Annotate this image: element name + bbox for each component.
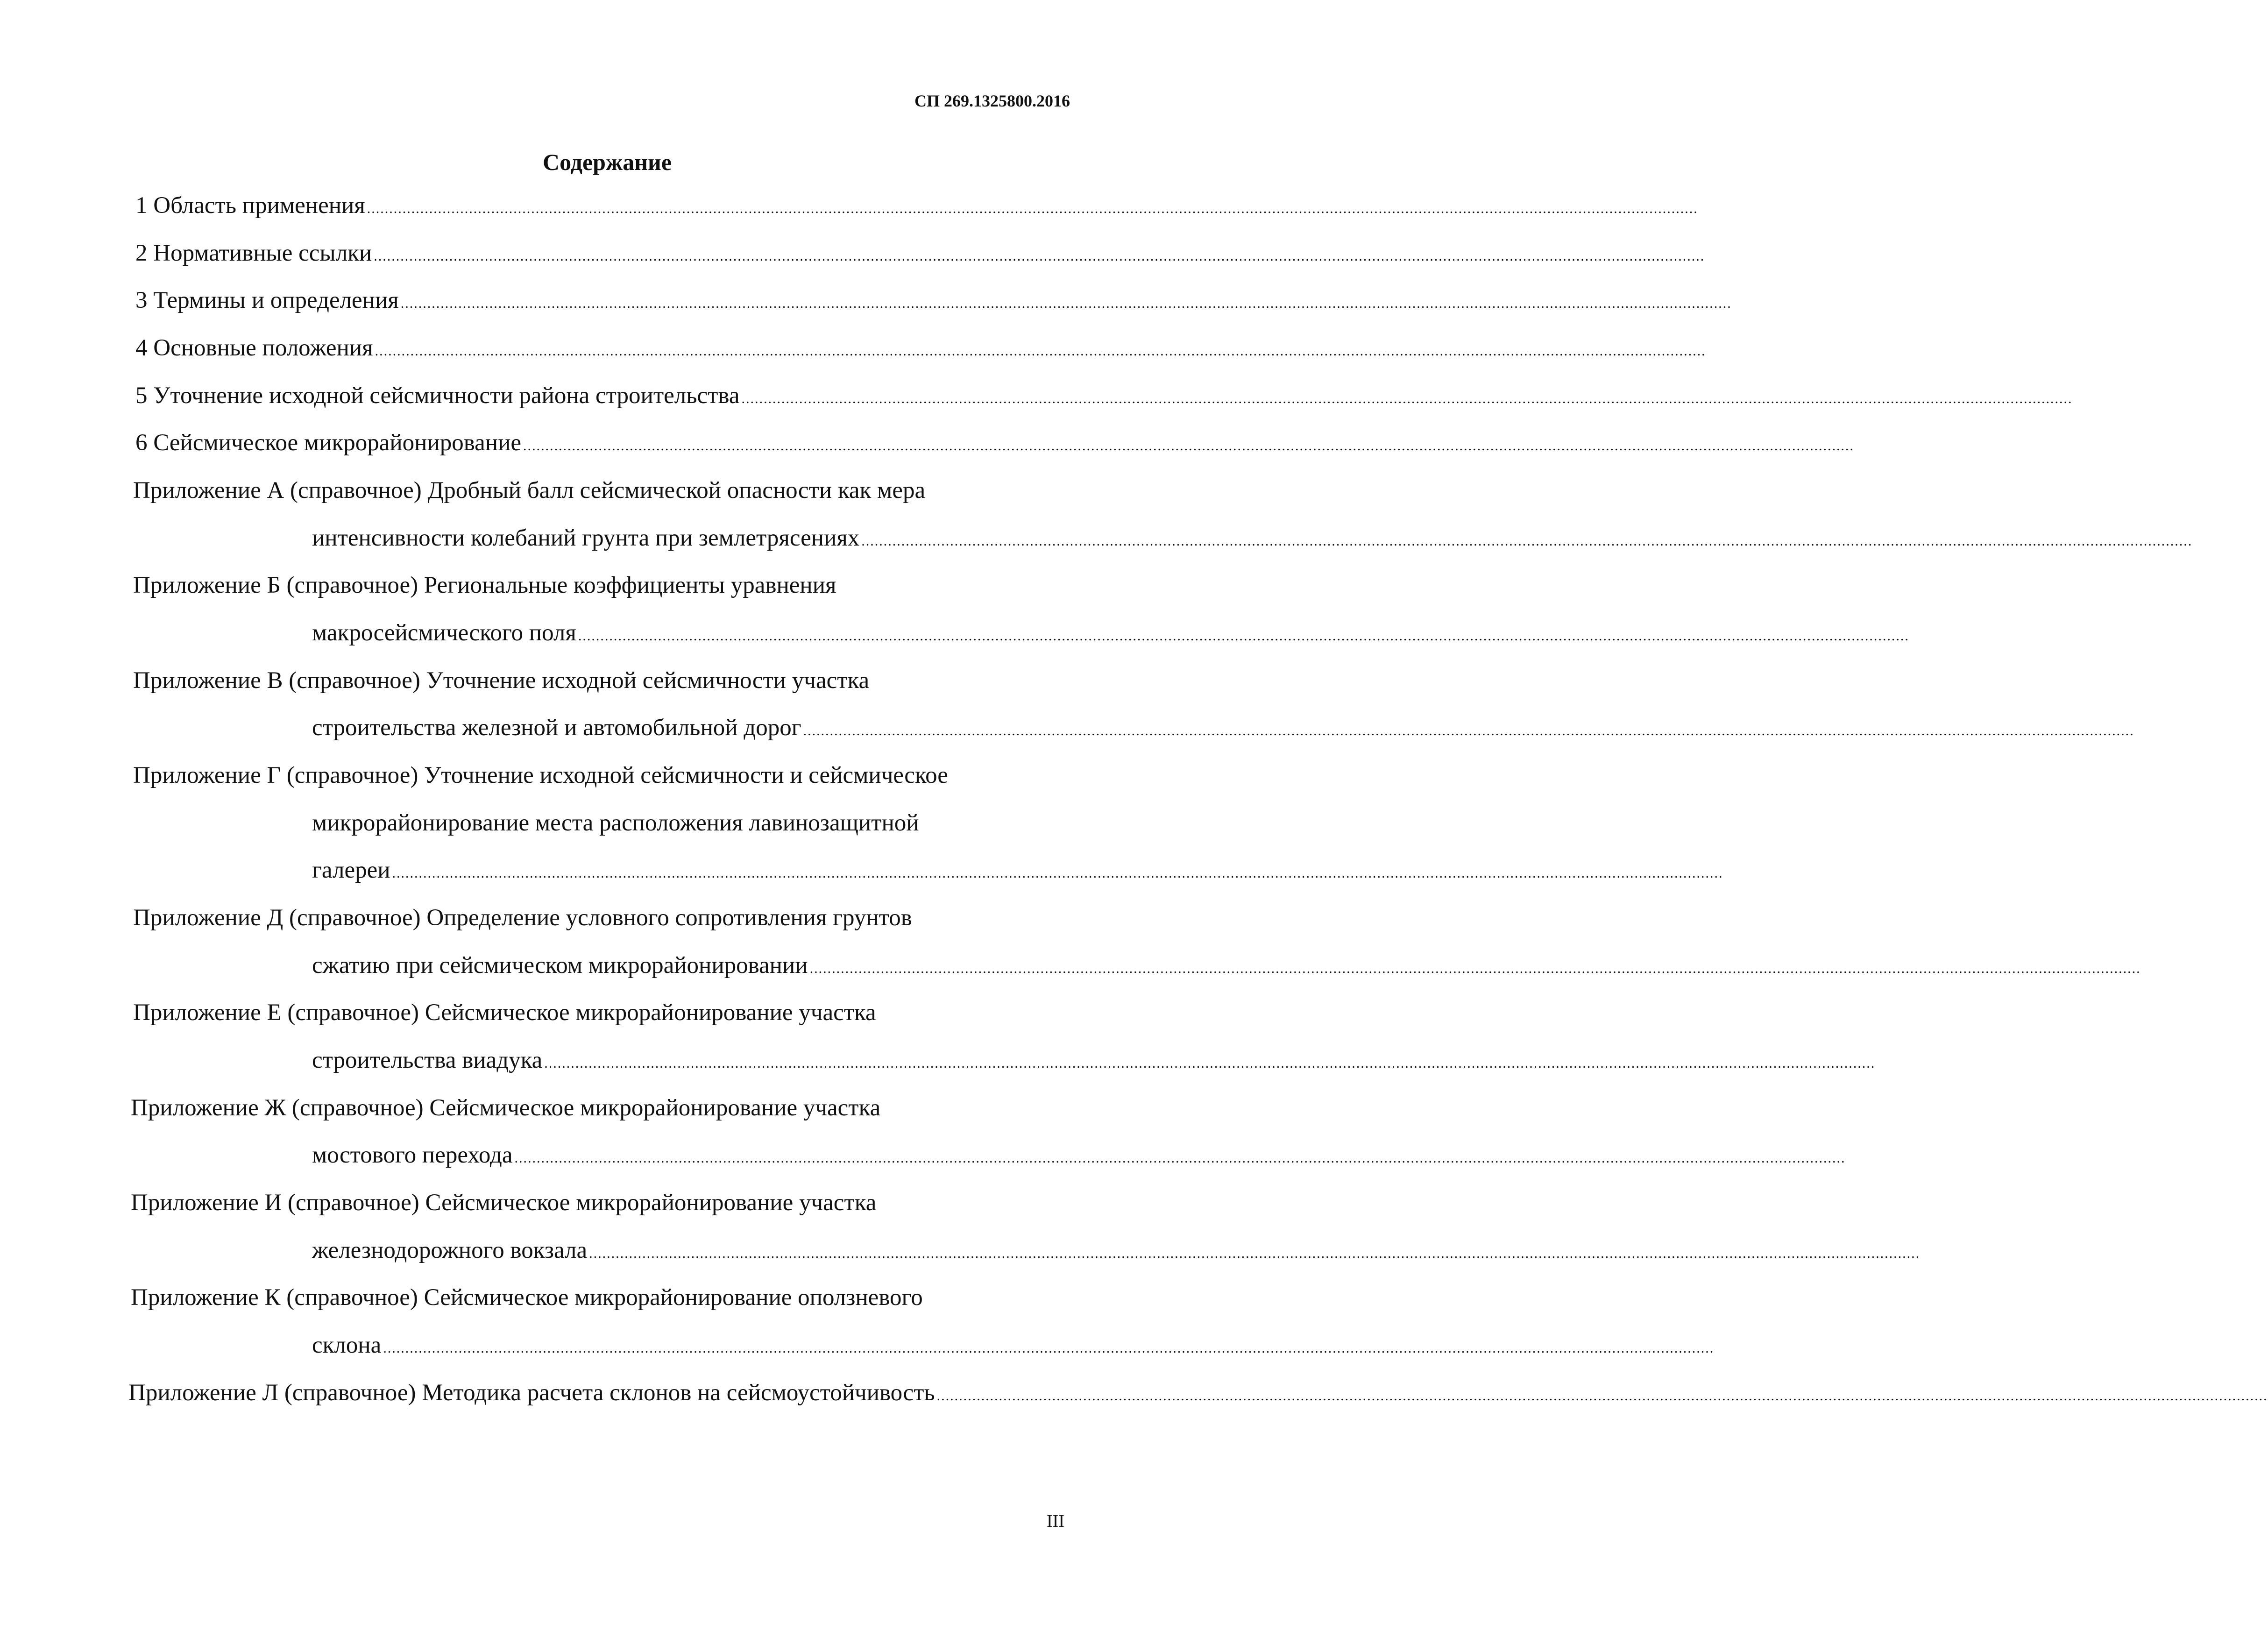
toc-entry-line <box>312 1329 1715 1361</box>
toc-entry-line <box>312 1234 1921 1267</box>
toc-entry-line <box>128 1376 2268 1409</box>
toc-dot-leader: ............................................................................................................................................................................................................................................................................................................ <box>514 1150 1846 1166</box>
toc-entry-text: интенсивности колебаний грунта при землетрясениях <box>312 525 860 551</box>
toc-entry-line <box>135 284 1732 317</box>
toc-dot-leader: ............................................................................................................................................................................................................................................................................................................ <box>861 533 2193 549</box>
toc-entry-line <box>312 711 2134 744</box>
toc-entry-line <box>135 189 1698 222</box>
toc-entry-text: Приложение Г (справочное) Уточнение исходной сейсмичности и сейсмическое <box>133 762 948 788</box>
toc-entry-text: Приложение Ж (справочное) Сейсмическое микрорайонирование участка <box>131 1095 881 1121</box>
toc-entry-line <box>312 522 2193 554</box>
toc-entry-line <box>135 332 1706 364</box>
toc-entry-text: строительства железной и автомобильной дорог <box>312 715 801 741</box>
toc-entry-text: Приложение Е (справочное) Сейсмическое микрорайонирование участка <box>133 1000 876 1026</box>
toc-entry-line <box>312 807 919 839</box>
toc-dot-leader: ............................................................................................................................................................................................................................................................................................................ <box>936 1388 2268 1404</box>
toc-entry-text: Приложение Д (справочное) Определение условного сопротивления грунтов <box>133 905 912 931</box>
toc-dot-leader: ............................................................................................................................................................................................................................................................................................................ <box>400 296 1732 311</box>
toc-entry-line <box>133 569 836 602</box>
toc-dot-leader: ............................................................................................................................................................................................................................................................................................................ <box>367 201 1698 216</box>
toc-dot-leader: ............................................................................................................................................................................................................................................................................................................ <box>803 723 2134 738</box>
toc-entry-line <box>312 617 1909 649</box>
toc-dot-leader: ............................................................................................................................................................................................................................................................................................................ <box>578 628 1909 644</box>
toc-entry-text: железнодорожного вокзала <box>312 1237 588 1263</box>
toc-entry-text: 3 Термины и определения <box>135 287 399 313</box>
toc-entry-line <box>312 1044 1876 1077</box>
toc-entry-text: Приложение А (справочное) Дробный балл сейсмической опасности как мера <box>133 477 926 503</box>
toc-entry-text: Приложение В (справочное) Уточнение исходной сейсмичности участка <box>133 667 870 694</box>
toc-dot-leader: ............................................................................................................................................................................................................................................................................................................ <box>741 391 2073 406</box>
toc-entry-text: макросейсмического поля <box>312 620 576 646</box>
toc-entry-text: 2 Нормативные ссылки <box>135 240 372 266</box>
toc-entry-line <box>131 1186 876 1219</box>
toc-dot-leader: ............................................................................................................................................................................................................................................................................................................ <box>523 438 1855 454</box>
toc-dot-leader: ............................................................................................................................................................................................................................................................................................................ <box>544 1056 1876 1071</box>
toc-entry-line <box>131 1281 923 1314</box>
toc-entry-text: 1 Область применения <box>135 192 365 219</box>
toc-entry-text: строительства виадука <box>312 1047 543 1073</box>
toc-entry-line <box>133 996 876 1029</box>
table-of-contents <box>0 189 2268 1450</box>
toc-dot-leader: ............................................................................................................................................................................................................................................................................................................ <box>809 961 2141 976</box>
toc-entry-text: сжатию при сейсмическом микрорайонировании <box>312 952 808 979</box>
toc-entry-line <box>133 759 948 792</box>
toc-entry-line <box>133 474 925 507</box>
toc-entry-text: Приложение Л (справочное) Методика расчета склонов на сейсмоустойчивость <box>128 1380 935 1406</box>
toc-entry-text: 4 Основные положения <box>135 335 373 361</box>
toc-entry-text: Приложение Б (справочное) Региональные коэффициенты уравнения <box>133 572 836 598</box>
toc-dot-leader: ............................................................................................................................................................................................................................................................................................................ <box>383 1340 1715 1356</box>
toc-entry-line <box>131 1092 880 1124</box>
toc-entry-line <box>135 379 2073 412</box>
toc-entry-line <box>133 664 869 697</box>
toc-dot-leader: ............................................................................................................................................................................................................................................................................................................ <box>374 248 1705 264</box>
toc-entry-line <box>312 1139 1846 1171</box>
toc-entry-text: галереи <box>312 857 390 883</box>
toc-dot-leader: ............................................................................................................................................................................................................................................................................................................ <box>375 343 1706 359</box>
toc-entry-text: мостового перехода <box>312 1142 513 1168</box>
toc-entry-text: микрорайонирование места расположения лавинозащитной <box>312 810 919 836</box>
toc-entry-line <box>135 426 1855 459</box>
toc-entry-line <box>312 854 1723 886</box>
toc-entry-text: Приложение К (справочное) Сейсмическое микрорайонирование оползневого <box>131 1284 923 1311</box>
toc-entry-text: 5 Уточнение исходной сейсмичности района строительства <box>135 383 740 409</box>
toc-entry-line <box>133 901 912 934</box>
toc-entry-text: склона <box>312 1332 382 1358</box>
page-title: Содержание <box>542 149 672 175</box>
toc-dot-leader: ............................................................................................................................................................................................................................................................................................................ <box>589 1246 1921 1261</box>
toc-entry-text: 6 Сейсмическое микрорайонирование <box>135 430 522 456</box>
toc-entry-text: Приложение И (справочное) Сейсмическое микрорайонирование участка <box>131 1190 877 1216</box>
toc-entry-line <box>135 237 1705 269</box>
toc-entry-line <box>312 949 2141 982</box>
page-number: III <box>1047 1511 1064 1531</box>
toc-dot-leader: ............................................................................................................................................................................................................................................................................................................ <box>392 865 1723 881</box>
document-code: СП 269.1325800.2016 <box>914 92 1070 110</box>
